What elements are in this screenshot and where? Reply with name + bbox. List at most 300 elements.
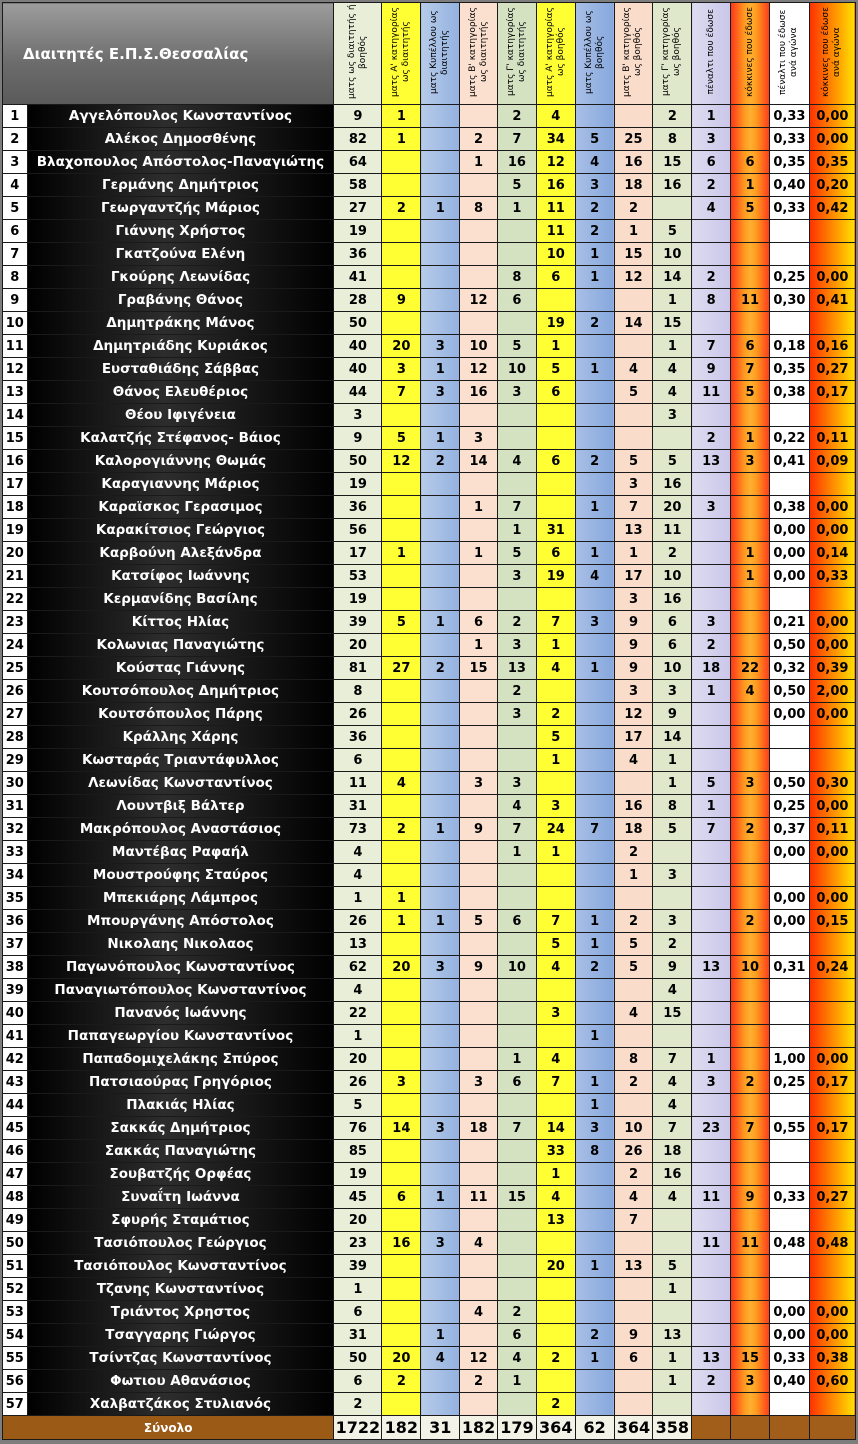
c-cat-assistant-cell: 4 bbox=[653, 979, 692, 1002]
cup-assistant-cell: 3 bbox=[575, 174, 614, 197]
cup-assistant-cell bbox=[575, 887, 614, 910]
penalties-cell: 7 bbox=[692, 335, 731, 358]
total-matches-cell: 36 bbox=[334, 726, 382, 749]
a-cat-referee-cell bbox=[382, 795, 421, 818]
penalties-cell bbox=[692, 703, 731, 726]
red-per-match-cell: 0,11 bbox=[809, 427, 855, 450]
c-cat-referee-cell: 2 bbox=[497, 611, 536, 634]
red-per-match-cell: 0,09 bbox=[809, 450, 855, 473]
red-per-match-cell: 0,39 bbox=[809, 657, 855, 680]
referee-name: Σουβατζής Ορφέας bbox=[27, 1163, 334, 1186]
cup-referee-cell bbox=[421, 289, 460, 312]
penalties-per-match-cell: 0,00 bbox=[769, 519, 809, 542]
cup-referee-cell bbox=[421, 105, 460, 128]
a-cat-assistant-cell: 10 bbox=[536, 243, 575, 266]
cup-referee-cell bbox=[421, 1025, 460, 1048]
b-cat-referee-cell bbox=[460, 174, 498, 197]
cup-assistant-cell bbox=[575, 1370, 614, 1393]
cup-assistant-cell: 1 bbox=[575, 1025, 614, 1048]
total-matches-cell: 9 bbox=[334, 105, 382, 128]
c-cat-referee-cell bbox=[497, 312, 536, 335]
b-cat-assistant-cell: 3 bbox=[614, 680, 653, 703]
a-cat-assistant-cell: 3 bbox=[536, 1002, 575, 1025]
cup-referee-cell bbox=[421, 979, 460, 1002]
c-cat-referee-cell: 2 bbox=[497, 680, 536, 703]
a-cat-referee-cell: 2 bbox=[382, 818, 421, 841]
red-cards-cell: 5 bbox=[731, 197, 770, 220]
a-cat-referee-cell: 27 bbox=[382, 657, 421, 680]
table-row bbox=[3, 795, 856, 818]
c-cat-assistant-cell: 10 bbox=[653, 243, 692, 266]
a-cat-referee-cell: 14 bbox=[382, 1117, 421, 1140]
b-cat-referee-cell bbox=[460, 726, 498, 749]
cup-assistant-cell: 4 bbox=[575, 565, 614, 588]
b-cat-assistant-cell: 17 bbox=[614, 565, 653, 588]
penalties-per-match-cell: 0,40 bbox=[769, 174, 809, 197]
b-cat-referee-cell: 14 bbox=[460, 450, 498, 473]
row-number: 38 bbox=[3, 956, 28, 979]
b-cat-assistant-cell: 16 bbox=[614, 151, 653, 174]
a-cat-assistant-cell bbox=[536, 680, 575, 703]
b-cat-assistant-cell: 5 bbox=[614, 450, 653, 473]
total-matches-cell: 19 bbox=[334, 588, 382, 611]
penalties-cell bbox=[692, 1002, 731, 1025]
table-row bbox=[3, 565, 856, 588]
penalties-per-match-cell: 0,00 bbox=[769, 1324, 809, 1347]
red-cards-cell: 4 bbox=[731, 680, 770, 703]
c-cat-referee-cell: 3 bbox=[497, 565, 536, 588]
penalties-cell: 3 bbox=[692, 1071, 731, 1094]
total-matches-cell: 26 bbox=[334, 703, 382, 726]
c-cat-referee-cell: 1 bbox=[497, 1048, 536, 1071]
row-number: 44 bbox=[3, 1094, 28, 1117]
row-number: 19 bbox=[3, 519, 28, 542]
row-number: 48 bbox=[3, 1186, 28, 1209]
cup-assistant-cell bbox=[575, 841, 614, 864]
c-cat-assistant-cell: 7 bbox=[653, 1117, 692, 1140]
a-cat-referee-cell: 1 bbox=[382, 128, 421, 151]
table-row bbox=[3, 266, 856, 289]
a-cat-referee-cell: 12 bbox=[382, 450, 421, 473]
a-cat-assistant-cell: 1 bbox=[536, 634, 575, 657]
row-number: 52 bbox=[3, 1278, 28, 1301]
red-per-match-cell: 0,14 bbox=[809, 542, 855, 565]
total-matches-cell: 44 bbox=[334, 381, 382, 404]
red-cards-cell: 6 bbox=[731, 335, 770, 358]
b-cat-assistant-cell: 7 bbox=[614, 1209, 653, 1232]
table-row bbox=[3, 151, 856, 174]
c-cat-assistant-cell: 7 bbox=[653, 1048, 692, 1071]
cup-referee-cell bbox=[421, 680, 460, 703]
red-cards-cell bbox=[731, 864, 770, 887]
col-header-red-cards: κόκκινες που έδωσε bbox=[731, 3, 770, 105]
a-cat-referee-cell bbox=[382, 1209, 421, 1232]
referee-name: Σφυρής Σταμάτιος bbox=[27, 1209, 334, 1232]
a-cat-referee-cell bbox=[382, 841, 421, 864]
c-cat-referee-cell: 7 bbox=[497, 818, 536, 841]
c-cat-referee-cell bbox=[497, 726, 536, 749]
red-per-match-cell bbox=[809, 1002, 855, 1025]
total-matches-cell: 31 bbox=[334, 795, 382, 818]
a-cat-referee-cell bbox=[382, 1048, 421, 1071]
c-cat-assistant-cell: 5 bbox=[653, 1255, 692, 1278]
cup-assistant-cell bbox=[575, 749, 614, 772]
red-cards-cell bbox=[731, 1002, 770, 1025]
b-cat-assistant-cell: 9 bbox=[614, 657, 653, 680]
referee-name: Τασιόπουλος Κωνσταντίνος bbox=[27, 1255, 334, 1278]
referee-name: Αλέκος Δημοσθένης bbox=[27, 128, 334, 151]
table-row bbox=[3, 1186, 856, 1209]
penalties-cell: 6 bbox=[692, 151, 731, 174]
c-cat-referee-cell bbox=[497, 1209, 536, 1232]
table-row bbox=[3, 634, 856, 657]
a-cat-referee-cell bbox=[382, 703, 421, 726]
penalties-cell bbox=[692, 910, 731, 933]
penalties-cell bbox=[692, 1025, 731, 1048]
a-cat-assistant-cell: 4 bbox=[536, 956, 575, 979]
row-number: 36 bbox=[3, 910, 28, 933]
c-cat-referee-cell bbox=[497, 427, 536, 450]
b-cat-assistant-cell bbox=[614, 1370, 653, 1393]
table-row bbox=[3, 312, 856, 335]
row-number: 31 bbox=[3, 795, 28, 818]
red-per-match-cell: 0,16 bbox=[809, 335, 855, 358]
red-per-match-cell bbox=[809, 1278, 855, 1301]
b-cat-referee-cell bbox=[460, 404, 498, 427]
referee-name: Κουτσόπουλος Δημήτριος bbox=[27, 680, 334, 703]
cup-referee-cell bbox=[421, 519, 460, 542]
total-matches-cell: 58 bbox=[334, 174, 382, 197]
red-per-match-cell: 0,00 bbox=[809, 611, 855, 634]
a-cat-referee-cell: 9 bbox=[382, 289, 421, 312]
cup-assistant-cell: 2 bbox=[575, 220, 614, 243]
c-cat-referee-cell bbox=[497, 243, 536, 266]
b-cat-referee-cell bbox=[460, 1002, 498, 1025]
cup-referee-cell bbox=[421, 542, 460, 565]
penalties-per-match-cell bbox=[769, 404, 809, 427]
table-row bbox=[3, 1209, 856, 1232]
row-number: 13 bbox=[3, 381, 28, 404]
red-cards-cell bbox=[731, 1094, 770, 1117]
row-number: 45 bbox=[3, 1117, 28, 1140]
a-cat-assistant-cell: 6 bbox=[536, 266, 575, 289]
total-matches-cell: 19 bbox=[334, 1163, 382, 1186]
cup-referee-cell: 3 bbox=[421, 1232, 460, 1255]
a-cat-assistant-cell bbox=[536, 979, 575, 1002]
row-number: 2 bbox=[3, 128, 28, 151]
total-matches-cell: 19 bbox=[334, 473, 382, 496]
a-cat-referee-cell bbox=[382, 519, 421, 542]
row-number: 40 bbox=[3, 1002, 28, 1025]
red-cards-cell: 22 bbox=[731, 657, 770, 680]
red-per-match-cell: 0,24 bbox=[809, 956, 855, 979]
referee-name: Καραγιαννης Μάριος bbox=[27, 473, 334, 496]
penalties-per-match-cell: 0,50 bbox=[769, 634, 809, 657]
red-cards-cell bbox=[731, 473, 770, 496]
a-cat-assistant-cell: 5 bbox=[536, 726, 575, 749]
c-cat-assistant-cell: 6 bbox=[653, 634, 692, 657]
cup-referee-cell bbox=[421, 174, 460, 197]
red-cards-cell bbox=[731, 979, 770, 1002]
row-number: 14 bbox=[3, 404, 28, 427]
penalties-cell bbox=[692, 1094, 731, 1117]
table-row bbox=[3, 473, 856, 496]
b-cat-referee-cell: 4 bbox=[460, 1232, 498, 1255]
penalties-per-match-cell bbox=[769, 979, 809, 1002]
table-row bbox=[3, 1117, 856, 1140]
total-matches-cell: 5 bbox=[334, 1094, 382, 1117]
total-matches-cell: 56 bbox=[334, 519, 382, 542]
a-cat-assistant-cell: 2 bbox=[536, 1393, 575, 1416]
c-cat-referee-cell bbox=[497, 1232, 536, 1255]
penalties-per-match-cell: 0,37 bbox=[769, 818, 809, 841]
red-cards-cell bbox=[731, 726, 770, 749]
penalties-cell bbox=[692, 1209, 731, 1232]
c-cat-assistant-cell: 16 bbox=[653, 174, 692, 197]
a-cat-referee-cell bbox=[382, 979, 421, 1002]
penalties-per-match-cell bbox=[769, 1209, 809, 1232]
a-cat-referee-cell bbox=[382, 1301, 421, 1324]
row-number: 3 bbox=[3, 151, 28, 174]
b-cat-referee-cell: 15 bbox=[460, 657, 498, 680]
red-per-match-cell bbox=[809, 864, 855, 887]
c-cat-referee-cell: 3 bbox=[497, 634, 536, 657]
row-number: 7 bbox=[3, 243, 28, 266]
a-cat-assistant-cell: 6 bbox=[536, 450, 575, 473]
c-cat-referee-cell: 6 bbox=[497, 1324, 536, 1347]
red-per-match-cell: 2,00 bbox=[809, 680, 855, 703]
total-cell: 358 bbox=[653, 1416, 692, 1440]
total-matches-cell: 50 bbox=[334, 312, 382, 335]
totals-row bbox=[3, 1416, 856, 1440]
row-number: 28 bbox=[3, 726, 28, 749]
penalties-per-match-cell: 1,00 bbox=[769, 1048, 809, 1071]
table-row bbox=[3, 841, 856, 864]
red-per-match-cell: 0,00 bbox=[809, 1048, 855, 1071]
referee-name: Παπαδομιχελάκης Σπύρος bbox=[27, 1048, 334, 1071]
cup-assistant-cell bbox=[575, 703, 614, 726]
a-cat-assistant-cell: 1 bbox=[536, 1163, 575, 1186]
penalties-cell: 2 bbox=[692, 634, 731, 657]
table-row bbox=[3, 128, 856, 151]
cup-assistant-cell bbox=[575, 427, 614, 450]
red-per-match-cell bbox=[809, 404, 855, 427]
a-cat-assistant-cell bbox=[536, 1370, 575, 1393]
b-cat-referee-cell bbox=[460, 220, 498, 243]
b-cat-assistant-cell: 12 bbox=[614, 703, 653, 726]
cup-referee-cell: 1 bbox=[421, 818, 460, 841]
penalties-per-match-cell bbox=[769, 1025, 809, 1048]
red-cards-cell bbox=[731, 703, 770, 726]
cup-assistant-cell: 2 bbox=[575, 1324, 614, 1347]
total-empty-cell bbox=[692, 1416, 731, 1440]
red-per-match-cell: 0,60 bbox=[809, 1370, 855, 1393]
a-cat-referee-cell bbox=[382, 220, 421, 243]
table-row bbox=[3, 197, 856, 220]
red-per-match-cell bbox=[809, 1163, 855, 1186]
totals-label: Σύνολο bbox=[3, 1416, 334, 1440]
b-cat-assistant-cell: 26 bbox=[614, 1140, 653, 1163]
total-matches-cell: 3 bbox=[334, 404, 382, 427]
cup-assistant-cell bbox=[575, 105, 614, 128]
cup-assistant-cell bbox=[575, 473, 614, 496]
b-cat-assistant-cell: 2 bbox=[614, 841, 653, 864]
row-number: 32 bbox=[3, 818, 28, 841]
b-cat-assistant-cell bbox=[614, 427, 653, 450]
cup-referee-cell bbox=[421, 266, 460, 289]
penalties-cell bbox=[692, 220, 731, 243]
total-cell: 179 bbox=[497, 1416, 536, 1440]
penalties-per-match-cell bbox=[769, 1393, 809, 1416]
b-cat-referee-cell: 2 bbox=[460, 1370, 498, 1393]
referee-name: Χαλβατζάκος Στυλιανός bbox=[27, 1393, 334, 1416]
c-cat-assistant-cell: 10 bbox=[653, 565, 692, 588]
red-cards-cell: 15 bbox=[731, 1347, 770, 1370]
c-cat-assistant-cell: 5 bbox=[653, 450, 692, 473]
penalties-per-match-cell bbox=[769, 312, 809, 335]
a-cat-referee-cell bbox=[382, 1324, 421, 1347]
red-cards-cell: 2 bbox=[731, 818, 770, 841]
b-cat-referee-cell bbox=[460, 680, 498, 703]
referee-name: Ευσταθιάδης Σάββας bbox=[27, 358, 334, 381]
b-cat-referee-cell bbox=[460, 243, 498, 266]
b-cat-assistant-cell: 18 bbox=[614, 818, 653, 841]
table-row bbox=[3, 542, 856, 565]
b-cat-referee-cell bbox=[460, 519, 498, 542]
cup-assistant-cell: 1 bbox=[575, 1347, 614, 1370]
c-cat-referee-cell bbox=[497, 1140, 536, 1163]
cup-assistant-cell bbox=[575, 1278, 614, 1301]
penalties-cell bbox=[692, 979, 731, 1002]
cup-referee-cell: 1 bbox=[421, 1186, 460, 1209]
referee-name: Γραβάνης Θάνος bbox=[27, 289, 334, 312]
referee-name: Καρακίτσιος Γεώργιος bbox=[27, 519, 334, 542]
c-cat-assistant-cell: 14 bbox=[653, 726, 692, 749]
a-cat-assistant-cell: 34 bbox=[536, 128, 575, 151]
red-per-match-cell: 0,17 bbox=[809, 1117, 855, 1140]
cup-assistant-cell: 1 bbox=[575, 496, 614, 519]
total-matches-cell: 1 bbox=[334, 887, 382, 910]
c-cat-referee-cell: 3 bbox=[497, 381, 536, 404]
c-cat-assistant-cell: 4 bbox=[653, 1071, 692, 1094]
c-cat-referee-cell: 1 bbox=[497, 841, 536, 864]
cup-referee-cell: 2 bbox=[421, 657, 460, 680]
referee-name: Μακρόπουλος Αναστάσιος bbox=[27, 818, 334, 841]
row-number: 47 bbox=[3, 1163, 28, 1186]
cup-assistant-cell: 1 bbox=[575, 910, 614, 933]
row-number: 17 bbox=[3, 473, 28, 496]
total-empty-cell bbox=[731, 1416, 770, 1440]
c-cat-referee-cell: 8 bbox=[497, 266, 536, 289]
a-cat-assistant-cell: 12 bbox=[536, 151, 575, 174]
penalties-cell: 7 bbox=[692, 818, 731, 841]
penalties-cell: 23 bbox=[692, 1117, 731, 1140]
b-cat-referee-cell bbox=[460, 1255, 498, 1278]
penalties-cell: 2 bbox=[692, 1370, 731, 1393]
penalties-per-match-cell: 0,33 bbox=[769, 1347, 809, 1370]
a-cat-referee-cell: 5 bbox=[382, 611, 421, 634]
a-cat-referee-cell bbox=[382, 151, 421, 174]
table-row bbox=[3, 703, 856, 726]
total-matches-cell: 20 bbox=[334, 1048, 382, 1071]
total-matches-cell: 50 bbox=[334, 1347, 382, 1370]
referee-name: Τριάντος Χρηστος bbox=[27, 1301, 334, 1324]
a-cat-assistant-cell bbox=[536, 289, 575, 312]
a-cat-referee-cell bbox=[382, 933, 421, 956]
red-cards-cell: 7 bbox=[731, 1117, 770, 1140]
row-number: 12 bbox=[3, 358, 28, 381]
cup-referee-cell: 3 bbox=[421, 381, 460, 404]
table-row bbox=[3, 1370, 856, 1393]
a-cat-assistant-cell: 16 bbox=[536, 174, 575, 197]
table-row bbox=[3, 519, 856, 542]
b-cat-assistant-cell bbox=[614, 772, 653, 795]
c-cat-assistant-cell: 5 bbox=[653, 220, 692, 243]
c-cat-assistant-cell bbox=[653, 1025, 692, 1048]
b-cat-assistant-cell bbox=[614, 1025, 653, 1048]
total-matches-cell: 13 bbox=[334, 933, 382, 956]
total-cell: 182 bbox=[382, 1416, 421, 1440]
c-cat-referee-cell bbox=[497, 979, 536, 1002]
row-number: 20 bbox=[3, 542, 28, 565]
col-header-cup-assistant: ματς Κυπέλλου ως βοηθός bbox=[575, 3, 614, 105]
row-number: 46 bbox=[3, 1140, 28, 1163]
a-cat-assistant-cell bbox=[536, 427, 575, 450]
b-cat-assistant-cell bbox=[614, 289, 653, 312]
c-cat-assistant-cell: 4 bbox=[653, 381, 692, 404]
red-cards-cell bbox=[731, 1025, 770, 1048]
a-cat-referee-cell bbox=[382, 634, 421, 657]
penalties-cell bbox=[692, 1255, 731, 1278]
b-cat-assistant-cell: 18 bbox=[614, 174, 653, 197]
b-cat-assistant-cell: 1 bbox=[614, 542, 653, 565]
total-matches-cell: 6 bbox=[334, 1370, 382, 1393]
a-cat-referee-cell bbox=[382, 266, 421, 289]
a-cat-referee-cell: 2 bbox=[382, 1370, 421, 1393]
c-cat-assistant-cell bbox=[653, 1232, 692, 1255]
b-cat-assistant-cell: 1 bbox=[614, 864, 653, 887]
a-cat-assistant-cell bbox=[536, 887, 575, 910]
a-cat-referee-cell bbox=[382, 473, 421, 496]
cup-assistant-cell bbox=[575, 680, 614, 703]
red-per-match-cell bbox=[809, 1094, 855, 1117]
col-header-b-cat-referee: ματς Β' κατηγορίας ως διαιτητής bbox=[460, 3, 498, 105]
cup-referee-cell bbox=[421, 1140, 460, 1163]
referee-name: Κράλλης Χάρης bbox=[27, 726, 334, 749]
row-number: 50 bbox=[3, 1232, 28, 1255]
cup-referee-cell bbox=[421, 220, 460, 243]
referee-name: Δημητράκης Μάνος bbox=[27, 312, 334, 335]
red-per-match-cell: 0,20 bbox=[809, 174, 855, 197]
a-cat-referee-cell: 16 bbox=[382, 1232, 421, 1255]
cup-referee-cell bbox=[421, 726, 460, 749]
cup-referee-cell bbox=[421, 243, 460, 266]
referee-name: Γκατζούνα Ελένη bbox=[27, 243, 334, 266]
a-cat-assistant-cell: 7 bbox=[536, 611, 575, 634]
b-cat-assistant-cell: 3 bbox=[614, 588, 653, 611]
total-matches-cell: 81 bbox=[334, 657, 382, 680]
referee-name: Παναγιωτόπουλος Κωνσταντίνος bbox=[27, 979, 334, 1002]
row-number: 57 bbox=[3, 1393, 28, 1416]
cup-assistant-cell bbox=[575, 726, 614, 749]
a-cat-referee-cell bbox=[382, 1025, 421, 1048]
a-cat-assistant-cell: 1 bbox=[536, 335, 575, 358]
red-cards-cell: 1 bbox=[731, 542, 770, 565]
penalties-per-match-cell bbox=[769, 588, 809, 611]
a-cat-assistant-cell: 6 bbox=[536, 381, 575, 404]
cup-assistant-cell: 2 bbox=[575, 197, 614, 220]
penalties-cell bbox=[692, 473, 731, 496]
